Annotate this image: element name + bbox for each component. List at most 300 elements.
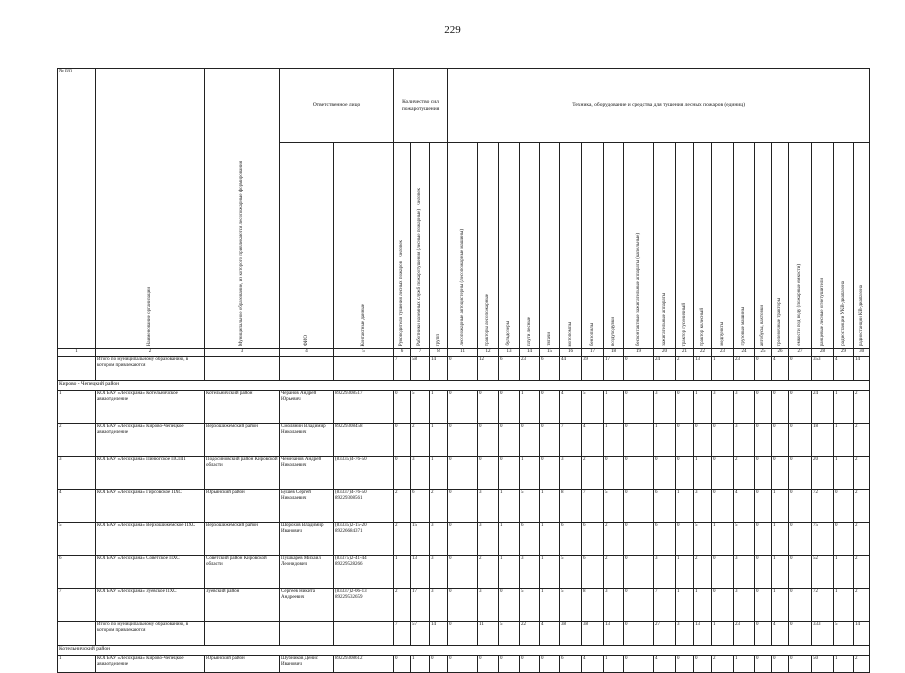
value-cell: 2 [604,523,624,556]
row-number: 1 [58,391,96,424]
summary-empty [58,357,96,381]
value-cell: 2 [394,523,411,556]
summary-value: 39 [582,357,604,381]
summary-value: 23 [520,357,540,381]
value-cell: 3 [734,589,755,622]
value-cell: 2 [712,656,734,673]
value-cell: 0 [755,457,772,490]
municipality: Зуевский район [205,589,280,622]
column-number: 6 [394,349,411,357]
summary-row-bottom [58,622,870,646]
value-cell: 5 [582,391,604,424]
column-number: 8 [430,349,448,357]
value-cell: 3 [734,424,755,457]
header-c29: радиостанции УКВ-диапазона [834,143,854,349]
summary-value: 6 [499,357,520,381]
column-number: 3 [205,349,280,357]
column-number: 30 [854,349,870,357]
summary-value: 333 [812,622,834,646]
summary-value: 22 [520,622,540,646]
value-cell: 52 [812,556,834,589]
value-cell: 0 [478,656,499,673]
header-c12: тракторы лесопожарные [478,143,499,349]
value-cell: 3 [430,589,448,622]
value-cell: 0 [789,490,812,523]
value-cell: 0 [789,424,812,457]
municipality: Подосиновский район Кировской области [205,457,280,490]
column-number: 4 [280,349,334,357]
value-cell: 0 [834,523,854,556]
value-cell: 1 [694,391,712,424]
value-cell: 0 [789,523,812,556]
value-cell: 6 [654,523,676,556]
value-cell: 1 [604,391,624,424]
contact-info: (83335)2-15-20 89226684371 [334,523,394,556]
contact-info: 89229308612 [334,656,394,673]
org-name: КОГБАУ «Лесохрана» Гирсовское ПХС [96,490,205,523]
value-cell: 0 [478,424,499,457]
value-cell: 2 [604,556,624,589]
value-cell: 0 [540,656,560,673]
header-c23: медпункты [712,143,734,349]
value-cell: 6 [520,523,540,556]
value-cell: 72 [812,490,834,523]
value-cell: 8 [560,490,582,523]
column-number: 1 [58,349,96,357]
value-cell: 1 [499,490,520,523]
row-number: 7 [58,589,96,622]
header-equipment: Техника, оборудование и средства для тушения лесных пожаров (единиц) [448,69,870,143]
value-cell: 3 [478,490,499,523]
header-c22: трактор колесный [694,143,712,349]
value-cell: 1 [772,556,789,589]
value-cell: 1 [834,391,854,424]
org-name: КОГБАУ «Лесохрана» Пинюгское ПСПП [96,457,205,490]
header-c20: зажигательные аппараты [654,143,676,349]
value-cell: 2 [394,589,411,622]
contact-info: (83337)2-06-13 89229532659 [334,589,394,622]
header-number: № п/п [58,69,96,349]
value-cell: 6 [582,556,604,589]
value-cell: 1 [772,490,789,523]
table-row [58,589,870,622]
table-row [58,391,870,424]
summary-value: 0 [624,357,654,381]
value-cell: 0 [789,556,812,589]
value-cell: 6 [582,523,604,556]
column-number: 29 [834,349,854,357]
summary-value: 353 [812,357,834,381]
value-cell: 0 [789,589,812,622]
summary-empty [280,357,334,381]
value-cell: 3 [411,457,430,490]
value-cell: 1 [430,391,448,424]
value-cell: 1 [834,589,854,622]
summary-value: 23 [734,622,755,646]
value-cell: 0 [478,457,499,490]
value-cell: 0 [624,556,654,589]
column-number: 27 [789,349,812,357]
row-number: 5 [58,523,96,556]
value-cell: 18 [812,424,834,457]
value-cell: 0 [624,656,654,673]
value-cell: 3 [430,556,448,589]
summary-value: 12 [478,357,499,381]
value-cell: 24 [812,391,834,424]
summary-value: 13 [694,357,712,381]
value-cell: 0 [755,391,772,424]
value-cell: 0 [604,457,624,490]
value-cell: 0 [755,589,772,622]
contact-info: (83335)4-76-50 [334,457,394,490]
value-cell: 6 [560,656,582,673]
value-cell: 0 [624,490,654,523]
value-cell: 5 [560,556,582,589]
value-cell: 0 [755,556,772,589]
summary-value: 23 [734,357,755,381]
value-cell: 1 [499,556,520,589]
summary-value: 0 [448,622,478,646]
table-row [58,523,870,556]
summary-value: 58 [411,357,430,381]
value-cell: 50 [812,656,834,673]
value-cell: 3 [520,556,540,589]
value-cell: 75 [812,523,834,556]
row-number: 2 [58,424,96,457]
summary-value: 0 [755,622,772,646]
row-number: 4 [58,490,96,523]
value-cell: 1 [676,490,694,523]
section-title: Котельничский район [58,646,870,656]
column-number: 13 [499,349,520,357]
row-number: 3 [58,457,96,490]
summary-value: 57 [411,622,430,646]
value-cell: 0 [772,391,789,424]
value-cell: 0 [789,391,812,424]
header-staff-groups: групп [430,143,448,349]
value-cell: 0 [520,424,540,457]
column-number: 12 [478,349,499,357]
column-number: 2 [96,349,205,357]
value-cell: 2 [854,656,870,673]
value-cell: 0 [676,457,694,490]
responsible-fio: Шорохов Владимир Иванович [280,523,334,556]
summary-value: 27 [654,622,676,646]
summary-value: 14 [854,622,870,646]
section-kotelnich [58,646,870,656]
value-cell: 3 [478,523,499,556]
header-c19: бесконтактные зажигательные аппараты (капельные) [624,143,654,349]
value-cell: 3 [712,391,734,424]
value-cell: 3 [430,523,448,556]
summary-value: 7 [394,622,411,646]
summary-empty [334,357,394,381]
header-c26: трелевочные тракторы [772,143,789,349]
value-cell: 3 [560,457,582,490]
row-number: 1 [58,656,96,673]
value-cell: 1 [772,589,789,622]
header-c15: тягачи [540,143,560,349]
value-cell: 1 [540,490,560,523]
column-number: 7 [411,349,430,357]
responsible-fio: Чемезанов Андрей Николаевич [280,457,334,490]
value-cell: 0 [624,457,654,490]
summary-empty [280,622,334,646]
org-name: КОГБАУ «Лесохрана» Зуевское ПХС [96,589,205,622]
table-row [58,656,870,673]
summary-value: 7 [394,357,411,381]
value-cell: 1 [712,523,734,556]
value-cell: 2 [430,490,448,523]
column-number: 17 [582,349,604,357]
column-number: 22 [694,349,712,357]
header-c27: емкости под воду (пожарные емкости) [789,143,812,349]
value-cell: 0 [394,424,411,457]
column-number: 14 [520,349,540,357]
value-cell: 7 [654,589,676,622]
contact-info: (83375)2-41-44 89229528266 [334,556,394,589]
value-cell: 0 [520,656,540,673]
summary-value: 24 [654,357,676,381]
value-cell: 0 [624,523,654,556]
value-cell: 2 [854,391,870,424]
column-number: 18 [604,349,624,357]
value-cell: 4 [560,391,582,424]
summary-label: Итого по муниципальному образованию, в котором привлекаются [96,622,205,646]
value-cell: 13 [411,556,430,589]
responsible-fio: Шубников Денис Иванович [280,656,334,673]
summary-value: 0 [755,357,772,381]
value-cell: 1 [834,457,854,490]
table-row [58,556,870,589]
summary-value: 6 [540,357,560,381]
summary-value: 4 [834,357,854,381]
value-cell: 8 [582,589,604,622]
header-org: Наименование организации [96,69,205,349]
summary-value: 11 [478,622,499,646]
value-cell: 0 [834,490,854,523]
header-c25: автобусы, вахтовки [755,143,772,349]
summary-row-top [58,357,870,381]
responsible-fio: Пушкарев Михаил Леонидович [280,556,334,589]
header-contact: Контактные данные [334,143,394,349]
municipality: Юрьянский район [205,656,280,673]
value-cell: 0 [394,457,411,490]
value-cell: 2 [854,457,870,490]
header-c11: лесопожарные автоцистерны (лесопожарные машины) [448,143,478,349]
value-cell: 20 [812,457,834,490]
page-number: 229 [444,24,461,36]
responsible-fio: Смолянин Владимир Николаевич [280,424,334,457]
column-number-row [58,349,870,357]
org-name: КОГБАУ «Лесохрана» Советское ПХС [96,556,205,589]
municipality: Верхошижемский район [205,424,280,457]
section-kirovo-chepetsk [58,381,870,391]
row-number: 6 [58,556,96,589]
summary-value: 38 [582,622,604,646]
contact-info: 89229308458 [334,424,394,457]
value-cell: 0 [755,490,772,523]
header-fio: ФИО [280,143,334,349]
summary-value: 5 [499,622,520,646]
responsible-fio: Сергеев Никита Андреевич [280,589,334,622]
value-cell: 1 [520,457,540,490]
header-staff-heads: человек Руководители тушения лесных пожаров [394,143,411,349]
value-cell: 4 [654,656,676,673]
summary-value: 0 [448,357,478,381]
header-responsible: Ответственное лицо [280,69,394,143]
summary-value: 17 [604,357,624,381]
value-cell: 1 [834,656,854,673]
value-cell: 0 [499,589,520,622]
value-cell: 0 [789,457,812,490]
value-cell: 1 [540,523,560,556]
value-cell: 3 [604,589,624,622]
column-number: 24 [734,349,755,357]
header-c21: трактор гусеничный [676,143,694,349]
value-cell: 0 [712,589,734,622]
summary-empty [334,622,394,646]
org-name: КОГБАУ «Лесохрана» Верхошижемское ПХС [96,523,205,556]
value-cell: 1 [694,457,712,490]
value-cell: 3 [478,589,499,622]
value-cell: 0 [789,656,812,673]
municipality: Верхошижемский район [205,523,280,556]
value-cell: 5 [560,589,582,622]
value-cell: 2 [394,490,411,523]
value-cell: 1 [499,523,520,556]
value-cell: 1 [654,424,676,457]
column-number: 28 [812,349,834,357]
value-cell: 1 [604,656,624,673]
value-cell: 3 [694,490,712,523]
value-cell: 5 [411,391,430,424]
value-cell: 0 [394,391,411,424]
value-cell: 1 [540,556,560,589]
value-cell: 1 [430,457,448,490]
column-number: 26 [772,349,789,357]
header-staff: Количество сил пожаротушения [394,69,448,143]
value-cell: 2 [478,556,499,589]
contact-info: (83337)4-76-50 89229308561 [334,490,394,523]
value-cell: 0 [712,556,734,589]
summary-value: 38 [560,622,582,646]
value-cell: 0 [394,656,411,673]
summary-value: 1 [712,622,734,646]
value-cell: 0 [499,424,520,457]
value-cell: 0 [624,589,654,622]
value-cell: 1 [520,391,540,424]
table-row [58,490,870,523]
municipality: Советский район Кировской области [205,556,280,589]
value-cell: 0 [772,424,789,457]
org-name: КОГБАУ «Лесохрана» Котельничское авиаотделение [96,391,205,424]
responsible-fio: Черанов Андрей Юрьевич [280,391,334,424]
value-cell: 2 [694,556,712,589]
value-cell: 5 [520,490,540,523]
value-cell: 0 [448,391,478,424]
column-number: 23 [712,349,734,357]
org-name: КОГБАУ «Лесохрана» Кирово-Чепецкое авиаотделение [96,656,205,673]
value-cell: 1 [834,556,854,589]
header-c17: бензопилы [582,143,604,349]
summary-value: 0 [789,622,812,646]
value-cell: 0 [676,391,694,424]
header-staff-people: человек Работники наземных служб пожаротушения (лесные пожарные) [411,143,430,349]
value-cell: 2 [854,424,870,457]
responsible-fio: Бушев Сергей Николаевич [280,490,334,523]
value-cell: 0 [448,523,478,556]
value-cell: 1 [676,589,694,622]
summary-value: 0 [789,357,812,381]
value-cell: 0 [624,391,654,424]
value-cell: 0 [694,656,712,673]
value-cell: 3 [654,391,676,424]
column-number: 11 [448,349,478,357]
summary-value: 5 [834,622,854,646]
table-row [58,457,870,490]
value-cell: 0 [448,556,478,589]
value-cell: 0 [499,457,520,490]
value-cell: 2 [582,457,604,490]
value-cell: 0 [712,490,734,523]
summary-value: 4 [540,622,560,646]
value-cell: 0 [712,457,734,490]
header-c18: воздуходувки [604,143,624,349]
value-cell: 0 [540,391,560,424]
column-number: 15 [540,349,560,357]
header-c24: грузовые машины [734,143,755,349]
summary-empty [205,622,280,646]
value-cell: 0 [755,424,772,457]
summary-value: 14 [854,357,870,381]
value-cell: 2 [854,523,870,556]
summary-value: 14 [430,357,448,381]
value-cell: 0 [448,457,478,490]
header-c13: бульдозеры [499,143,520,349]
value-cell: 7 [582,490,604,523]
value-cell: 5 [694,523,712,556]
summary-value: 3 [676,622,694,646]
column-number: 19 [624,349,654,357]
summary-value: 13 [694,622,712,646]
value-cell: 2 [854,589,870,622]
value-cell: 0 [540,424,560,457]
header-c28: ранцевые лесные огнетушители [812,143,834,349]
header-c16: мотопомпы [560,143,582,349]
value-cell: 0 [430,656,448,673]
value-cell: 1 [411,656,430,673]
summary-value: 0 [624,622,654,646]
value-cell: 0 [676,523,694,556]
contact-info: 89229308517 [334,391,394,424]
value-cell: 0 [654,457,676,490]
column-number: 25 [755,349,772,357]
value-cell: 1 [734,656,755,673]
value-cell: 3 [654,556,676,589]
value-cell: 1 [772,523,789,556]
value-cell: 4 [582,656,604,673]
summary-label: Итого по муниципальному образованию, в котором привлекаются [96,357,205,381]
value-cell: 0 [694,424,712,457]
value-cell: 6 [411,490,430,523]
summary-empty [205,357,280,381]
value-cell: 2 [734,457,755,490]
summary-value: 13 [604,622,624,646]
value-cell: 2 [411,424,430,457]
value-cell: 5 [604,490,624,523]
value-cell: 72 [812,589,834,622]
